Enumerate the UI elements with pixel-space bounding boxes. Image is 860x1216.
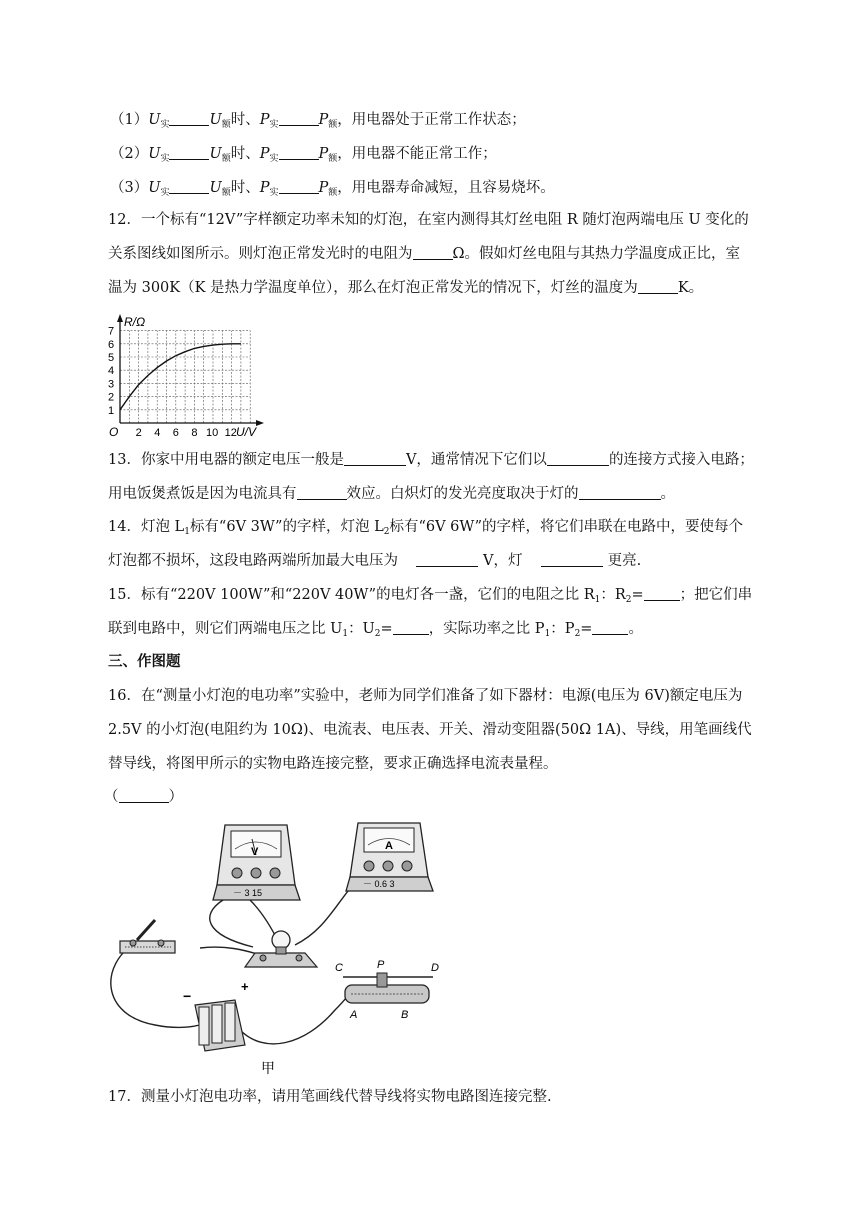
q12-line-1: 12．一个标有“12V”字样额定功率未知的灯泡，在室内测得其灯丝电阻 R 随灯泡两端电压 U 变化的 xyxy=(108,212,749,228)
chart-origin-label: O xyxy=(109,425,119,439)
chart-x-tick-label: 4 xyxy=(154,427,161,439)
q16-line-2: 2.5V 的小灯泡(电阻约为 10Ω)、电流表、电压表、开关、滑动变阻器(50Ω 1A)、导线，用笔画线代 xyxy=(108,722,752,738)
chart-y-tick-label: 3 xyxy=(108,378,115,391)
chart-y-tick-label: 1 xyxy=(108,404,115,417)
voltmeter xyxy=(213,825,300,900)
chart-y-label: R/Ω xyxy=(124,315,146,329)
chart-series-line xyxy=(120,344,241,410)
switch xyxy=(120,920,175,953)
q13-line-2: 用电饭煲煮饭是因为电流具有 效应。白炽灯的发光亮度取决于灯的 。 xyxy=(108,486,675,502)
q15-line-2: 联到电路中，则它们两端电压之比 $U_1$：$U_2=$ ，实际功率之比 $P_1$：$P_2=$ 。 xyxy=(108,621,643,639)
chart-x-label: U/V xyxy=(236,425,257,439)
ammeter-letter: A xyxy=(385,840,393,852)
q16-line-3: 替导线，将图甲所示的实物电路连接完整，要求正确选择电流表量程。 xyxy=(108,756,558,772)
resistance-voltage-chart xyxy=(98,310,268,440)
q15-line-1: 15．标有“220V 100W”和“220V 40W”的电灯各一盏，它们的电阻之比 $R_1$：$R_2=$ ；把它们串 xyxy=(108,587,753,605)
ammeter xyxy=(346,823,433,891)
chart-y-ticks xyxy=(108,326,114,417)
battery-minus: − xyxy=(183,988,192,1004)
chart-x-tick-label: 10 xyxy=(206,427,219,439)
voltmeter-letter: V xyxy=(251,846,259,858)
ammeter-terminals: － 0.6 3 xyxy=(363,879,395,889)
chart-x-tick-label: 12 xyxy=(224,427,237,439)
q12-line-2: 关系图线如图所示。则灯泡正常发光时的电阻为 Ω。假如灯丝电阻与其热力学温度成正比，室 xyxy=(108,246,741,262)
q11-line-1: $(1)U_实$ $U_额$时、$P_实$ $P_额$，用电器处于正常工作状态； xyxy=(110,112,526,130)
q14-line-1: 14．灯泡 $L_1$标有“6V 3W”的字样，灯泡 $L_2$标有“6V 6W”的字样，将它们串联在电路中，要使每个 xyxy=(108,519,743,537)
chart-x-tick-label: 8 xyxy=(191,427,198,439)
section-heading: 三、作图题 xyxy=(108,654,181,670)
chart-x-tick-label: 2 xyxy=(135,427,142,439)
rheostat-label-b: B xyxy=(401,1009,409,1021)
battery xyxy=(183,979,249,1051)
chart-x-tick-label: 6 xyxy=(172,427,179,439)
lamp xyxy=(245,931,317,967)
q16-line-1: 16．在“测量小灯泡的电功率”实验中，老师为同学们准备了如下器材：电源(电压为 6V)额定电压为 xyxy=(108,688,743,704)
figure-caption: 甲 xyxy=(261,1060,275,1076)
q17-line: 17．测量小灯泡电功率，请用笔画线代替导线将实物电路图连接完整. xyxy=(108,1089,552,1105)
rheostat-label-a: A xyxy=(350,1009,358,1021)
q14-line-2: 灯泡都不损坏，这段电路两端所加最大电压为 V，灯 更亮. xyxy=(108,553,642,569)
circuit-figure xyxy=(95,815,455,1080)
rheostat-label-p: P xyxy=(377,959,385,971)
chart-y-tick-label: 4 xyxy=(108,365,115,378)
y-axis-arrow xyxy=(117,314,123,322)
q16-answer-blank: （ ） xyxy=(104,789,183,805)
chart-y-tick-label: 5 xyxy=(108,352,115,364)
rheostat xyxy=(335,959,439,1021)
q13-line-1: 13．你家中用电器的额定电压一般是 V，通常情况下它们以 的连接方式接入电路； xyxy=(108,452,754,468)
q11-line-3: $(3)U_实$ $U_额$时、$P_实$ $P_额$，用电器寿命减短，且容易烧坏。 xyxy=(110,180,555,198)
chart-y-tick-label: 6 xyxy=(108,338,115,351)
q12-line-3: 温为 300K（K 是热力学温度单位），那么在灯泡正常发光的情况下，灯丝的温度为 K。 xyxy=(108,280,704,296)
chart-x-ticks xyxy=(136,427,237,439)
chart-y-tick-label: 2 xyxy=(108,391,115,404)
voltmeter-terminals: － 3 15 xyxy=(233,888,263,898)
rheostat-label-c: C xyxy=(335,962,343,974)
x-axis-arrow xyxy=(256,420,264,426)
chart-y-tick-label: 7 xyxy=(108,325,115,338)
battery-plus: + xyxy=(241,979,249,994)
q11-line-2: $(2)U_实$ $U_额$时、$P_实$ $P_额$，用电器不能正常工作； xyxy=(110,146,497,164)
rheostat-label-d: D xyxy=(431,962,439,974)
